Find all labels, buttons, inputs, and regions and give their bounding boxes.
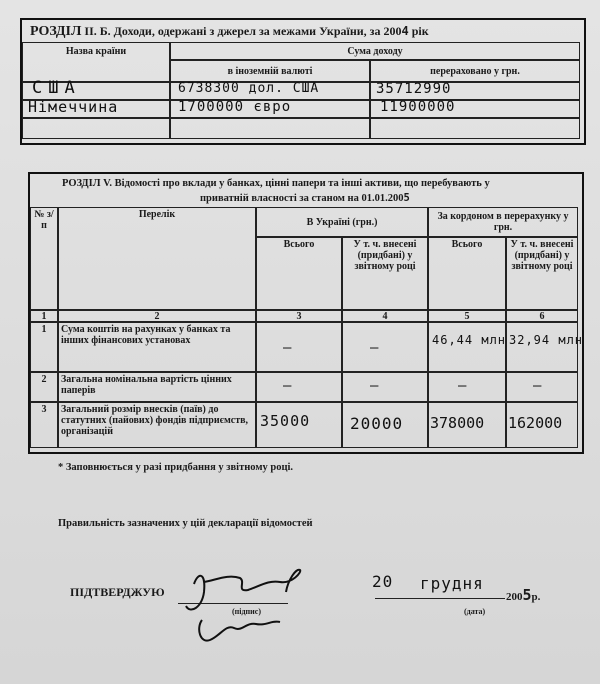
date-line — [375, 598, 505, 599]
row1-c3 — [256, 322, 342, 372]
row3-c5-value: 378000 — [430, 414, 485, 432]
row1-c6 — [506, 322, 578, 372]
row1-text: Сума коштів на рахунках у банках та інших фінансових установах — [58, 322, 256, 372]
row3-foreign-cell — [170, 118, 370, 139]
num-cell-1: 1 — [30, 310, 58, 322]
num-cell-4: 4 — [342, 310, 428, 322]
date-year: 2005р. — [506, 586, 541, 604]
col-list-header: Перелік — [58, 207, 256, 310]
row2-c3 — [256, 372, 342, 402]
row1-c4 — [342, 322, 428, 372]
row1-uah-value: 35712990 — [376, 81, 452, 97]
correctness-text: Правильність зазначених у цій декларації відомостей — [58, 518, 313, 529]
row2-country-value: Німеччина — [28, 98, 119, 116]
col-uah-header: перераховано у грн. — [370, 60, 580, 82]
date-month: грудня — [420, 574, 484, 593]
section2-title: РОЗДІЛ II. Б. Доходи, одержані з джерел за межами України, за 2004 рік — [30, 24, 429, 39]
col-foreign-header: в іноземній валюті — [170, 60, 370, 82]
row1-num: 1 — [30, 322, 58, 372]
row3-uah-cell — [370, 118, 580, 139]
col-num-header: № з/п — [30, 207, 58, 310]
row1-c4-value: — — [370, 340, 380, 356]
row2-c6-value: — — [533, 378, 543, 394]
col-abroad-header: За кордоном в перерахунку у грн. — [428, 207, 578, 237]
col-country-header: Назва країни — [22, 42, 170, 82]
confirm-label: ПІДТВЕРДЖУЮ — [70, 585, 165, 599]
row1-foreign-value: 6738300 дол. США — [178, 81, 320, 96]
col-total-header: Всього — [256, 237, 342, 310]
col-contrib-header: У т. ч. внесені (придбані) у звітному році — [342, 237, 428, 310]
row2-c4-value: — — [370, 378, 380, 394]
row3-c4-value: 20000 — [350, 414, 404, 433]
footnote: * Заповнюється у разі придбання у звітному році. — [58, 462, 294, 473]
col-amount-header: Сума доходу — [170, 42, 580, 60]
date-day: 20 — [372, 572, 394, 591]
row3-c3-value: 35000 — [260, 412, 311, 430]
section5-title-line2: приватній власності за станом на 01.01.2005 — [200, 192, 410, 204]
row3-num: 3 — [30, 402, 58, 448]
row1-c5 — [428, 322, 506, 372]
row2-uah-value: 11900000 — [380, 99, 456, 115]
row2-text: Загальна номінальна вартість цінних паперів — [58, 372, 256, 402]
num-cell-5: 5 — [428, 310, 506, 322]
signature-label: (підпис) — [232, 607, 261, 616]
row2-c3-value: — — [283, 378, 293, 394]
row2-c4 — [342, 372, 428, 402]
num-cell-2: 2 — [58, 310, 256, 322]
col-total2-header: Всього — [428, 237, 506, 310]
row1-c6-value: 32,94 млн — [509, 333, 584, 347]
row1-c3-value: — — [283, 340, 293, 356]
num-cell-6: 6 — [506, 310, 578, 322]
row2-foreign-value: 1700000 євро — [178, 99, 292, 115]
section5-title-line1: РОЗДІЛ V. Відомості про вклади у банках, цінні папери та інші активи, що перебувають у — [62, 178, 490, 189]
num-cell-3: 3 — [256, 310, 342, 322]
row1-c5-value: 46,44 млн — [432, 333, 507, 347]
row3-text: Загальний розмір внесків (паїв) до статутних (пайових) фондів підприємств, організацій — [58, 402, 256, 448]
col-contrib2-header: У т. ч. внесені (придбані) у звітному році — [506, 237, 578, 310]
col-ukraine-header: В Україні (грн.) — [256, 207, 428, 237]
date-label: (дата) — [464, 607, 486, 616]
row1-country-value: США — [32, 78, 81, 98]
row2-c5-value: — — [458, 378, 468, 394]
row3-c6-value: 162000 — [508, 414, 563, 432]
row3-country-cell — [22, 118, 170, 139]
row2-num: 2 — [30, 372, 58, 402]
